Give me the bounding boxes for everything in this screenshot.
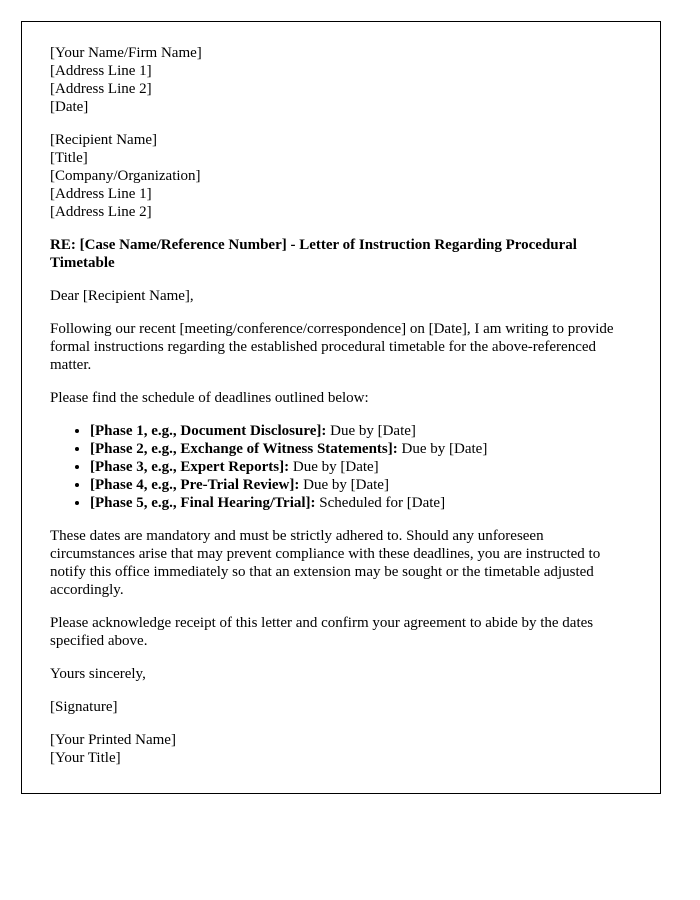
paragraph-mandatory-dates: These dates are mandatory and must be strictly adhered to. Should any unforeseen circumstances arise that may prevent compliance with these deadlines, you are instructed to notify this office immediately so that an extension may be sought or the timetable adjusted accordingly. <box>50 528 601 598</box>
letter-date: [Date] <box>50 99 89 115</box>
deadline-phase-label: [Phase 4, e.g., Pre-Trial Review]: <box>90 477 300 493</box>
recipient-name: [Recipient Name] <box>50 132 158 148</box>
deadline-item <box>90 494 632 512</box>
deadline-phase-label: [Phase 3, e.g., Expert Reports]: <box>90 459 290 475</box>
deadline-due-text: Due by [Date] <box>401 441 488 457</box>
deadline-due-text: Due by [Date] <box>330 423 416 439</box>
deadline-list <box>50 422 632 512</box>
recipient-title: [Title] <box>50 150 88 166</box>
paragraph-acknowledge: Please acknowledge receipt of this letter and confirm your agreement to abide by the dates specified above. <box>50 615 594 649</box>
recipient-company: [Company/Organization] <box>50 168 201 184</box>
recipient-address-block <box>50 131 632 221</box>
salutation: Dear [Recipient Name], <box>50 288 194 304</box>
sender-address-line-1: [Address Line 1] <box>50 63 152 79</box>
deadline-due-text: Due by [Date] <box>292 459 379 475</box>
printed-title: [Your Title] <box>50 750 121 766</box>
signature-placeholder: [Signature] <box>50 699 118 715</box>
signoff-block <box>50 731 632 767</box>
paragraph-introduction: Following our recent [meeting/conference/correspondence] on [Date], I am writing to provide formal instructions regarding the established procedural timetable for the above-referenced matter. <box>50 321 614 373</box>
deadline-due-text: Due by [Date] <box>303 477 389 493</box>
sender-address-block <box>50 44 632 116</box>
deadline-phase-label: [Phase 1, e.g., Document Disclosure]: <box>90 423 327 439</box>
deadline-item <box>90 440 632 458</box>
printed-name: [Your Printed Name] <box>50 732 176 748</box>
deadline-due-text: Scheduled for [Date] <box>319 495 446 511</box>
paragraph-schedule-lead: Please find the schedule of deadlines outlined below: <box>50 390 369 406</box>
deadline-item <box>90 422 632 440</box>
recipient-address-line-2: [Address Line 2] <box>50 204 152 220</box>
closing: Yours sincerely, <box>50 666 146 682</box>
subject-line: RE: [Case Name/Reference Number] - Letter of Instruction Regarding Procedural Timetable <box>50 237 577 271</box>
sender-name: [Your Name/Firm Name] <box>50 45 202 61</box>
recipient-address-line-1: [Address Line 1] <box>50 186 152 202</box>
deadline-item <box>90 458 632 476</box>
letter-page <box>21 21 661 794</box>
sender-address-line-2: [Address Line 2] <box>50 81 152 97</box>
deadline-phase-label: [Phase 5, e.g., Final Hearing/Trial]: <box>90 495 316 511</box>
deadline-phase-label: [Phase 2, e.g., Exchange of Witness Statements]: <box>90 441 398 457</box>
deadline-item <box>90 476 632 494</box>
